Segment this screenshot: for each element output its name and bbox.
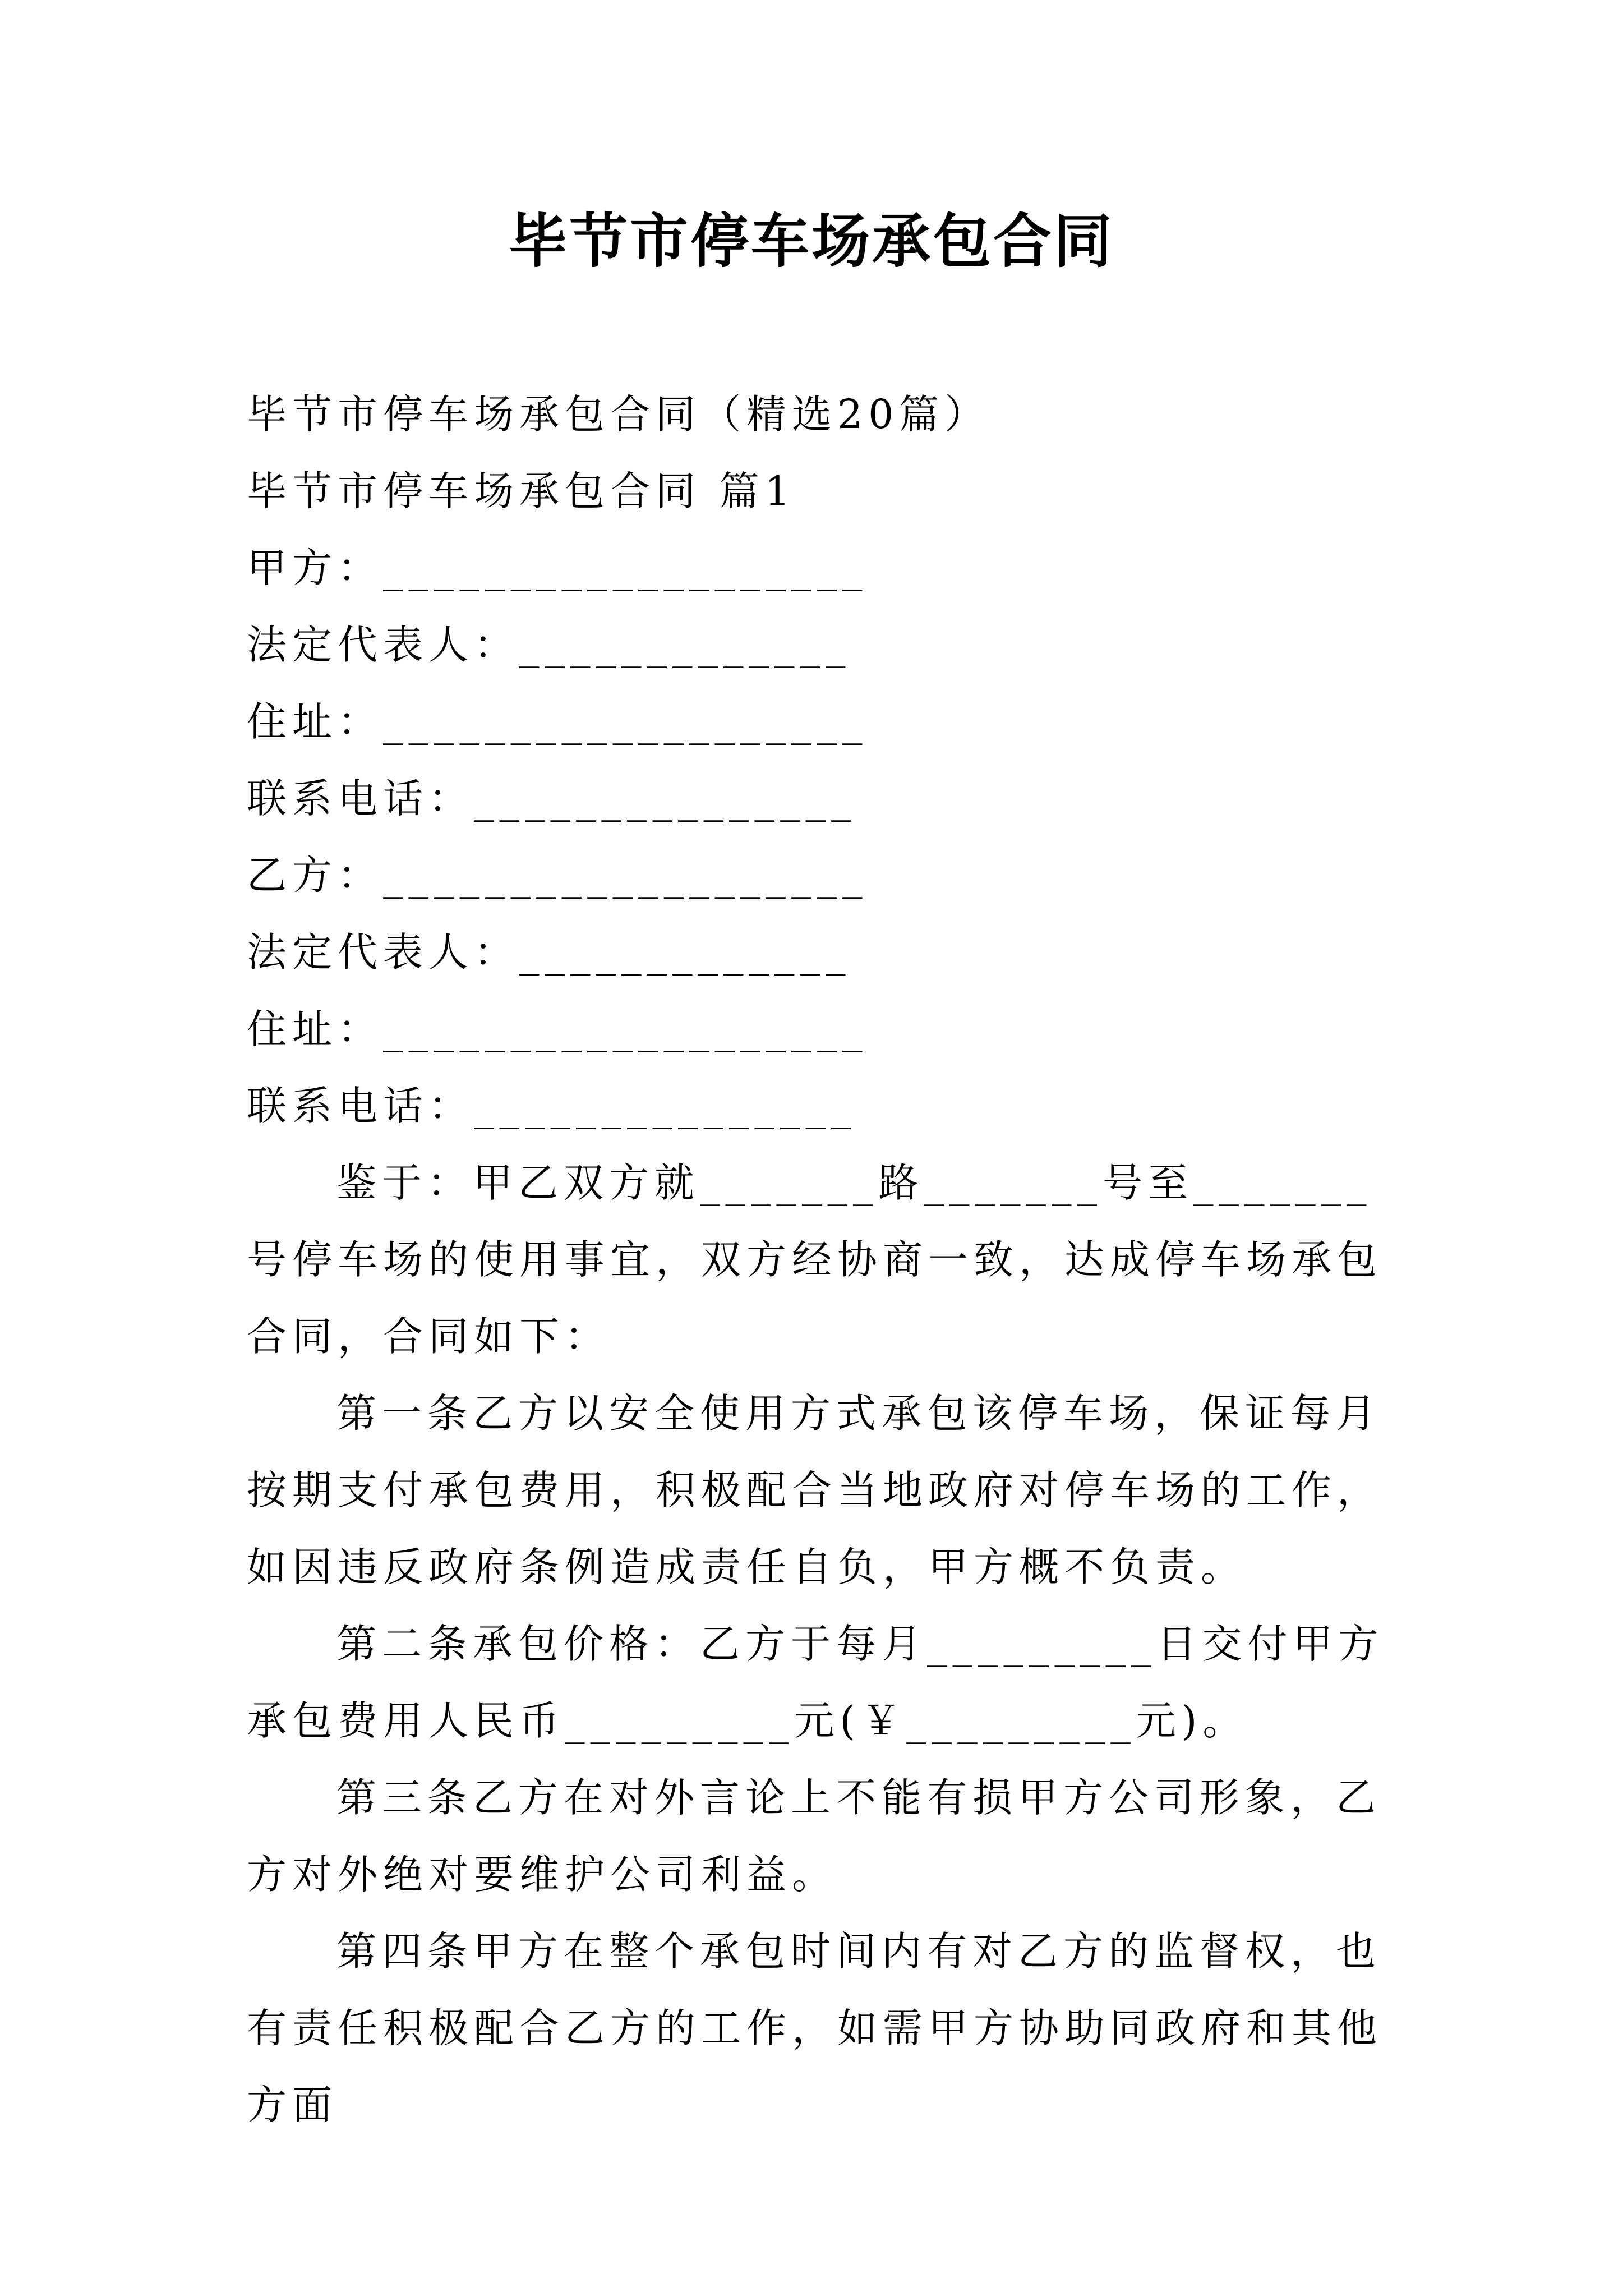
party-b-address-field: 住址：___________________ <box>247 1006 868 1052</box>
party-b-phone-field: 联系电话：_______________ <box>247 1083 857 1129</box>
article-3-paragraph: 第三条乙方在对外言论上不能有损甲方公司形象，乙方对外绝对要维护公司利益。 <box>247 1774 1382 1898</box>
section-heading: 毕节市停车场承包合同 篇1 <box>247 468 796 514</box>
article-1-paragraph: 第一条乙方以安全使用方式承包该停车场，保证每月按期支付承包费用，积极配合当地政府对停车场的工作，如因违反政府条例造成责任自负，甲方概不负责。 <box>247 1390 1383 1590</box>
document-title: 毕节市停车场承包合同 <box>508 206 1114 275</box>
document-body <box>247 376 1385 2143</box>
party-b-representative-field: 法定代表人：_____________ <box>247 929 851 976</box>
subtitle-line: 毕节市停车场承包合同（精选20篇） <box>247 391 990 438</box>
party-a-address-field: 住址：___________________ <box>247 698 868 745</box>
party-b-field: 乙方：___________________ <box>247 852 868 899</box>
party-a-phone-field: 联系电话：_______________ <box>247 775 857 822</box>
party-a-field: 甲方：___________________ <box>247 545 868 591</box>
preamble-paragraph: 鉴于：甲乙双方就_______路_______号至_______号停车场的使用事宜，双方经协商一致，达成停车场承包合同，合同如下： <box>247 1159 1383 1360</box>
party-a-representative-field: 法定代表人：_____________ <box>247 622 851 668</box>
article-2-paragraph: 第二条承包价格：乙方于每月_________日交付甲方承包费用人民币_________元(￥_________元)。 <box>247 1621 1384 1744</box>
article-4-paragraph: 第四条甲方在整个承包时间内有对乙方的监督权，也有责任积极配合乙方的工作，如需甲方协助同政府和其他方面 <box>247 1928 1383 2128</box>
